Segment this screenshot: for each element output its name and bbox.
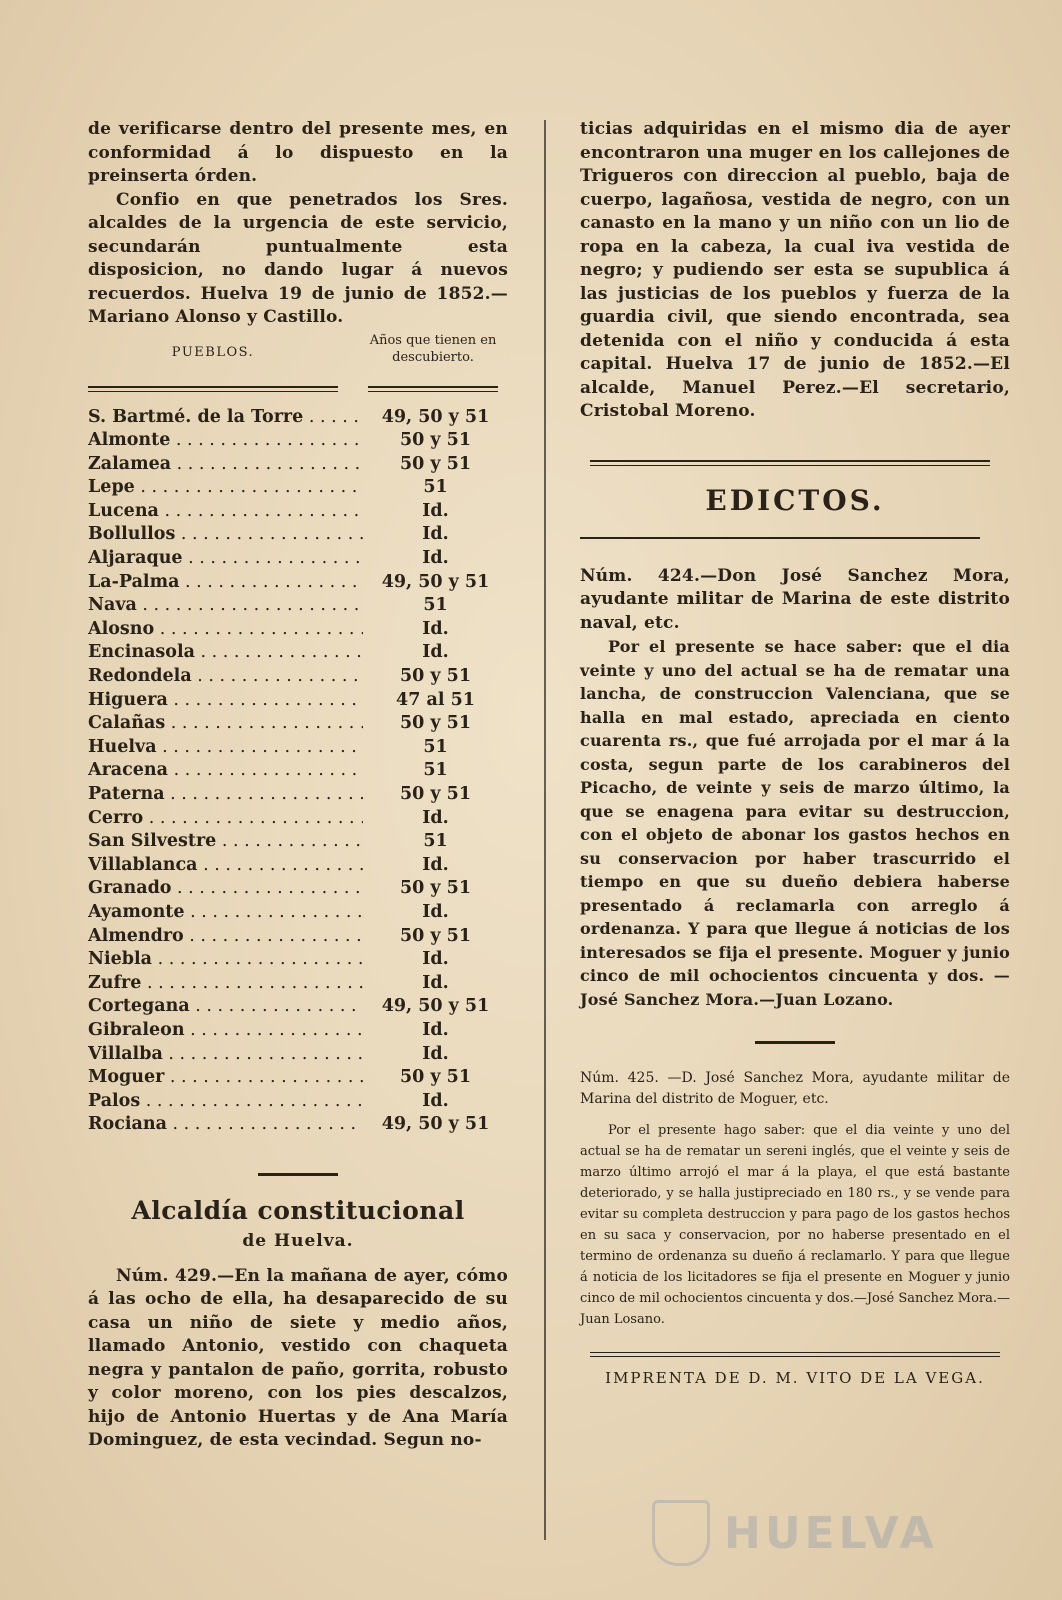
num429-label: Núm. 429. — [116, 1265, 218, 1286]
pueblo-name: Almonte . . . — [88, 429, 363, 453]
num424-label: Núm. 424. — [580, 565, 701, 586]
pueblo-name: Calañas . . . — [88, 712, 363, 736]
table-row — [88, 1043, 508, 1067]
pueblo-years: 49, 50 y 51 — [381, 996, 490, 1017]
pueblo-name: Palos . . . — [88, 1090, 363, 1114]
left-column — [88, 118, 508, 1453]
pueblos-table — [88, 406, 508, 1137]
pueblo-years: Id. — [422, 972, 449, 993]
pueblo-years: Id. — [422, 548, 449, 569]
pueblo-name: S. Bartmé. de la Torre . . . — [88, 406, 363, 430]
pueblo-name: Encinasola . . . — [88, 641, 363, 665]
pueblo-years: 47 al 51 — [396, 689, 475, 710]
pueblo-years: Id. — [422, 642, 449, 663]
table-row — [88, 995, 508, 1019]
pueblo-years: 50 y 51 — [399, 713, 472, 734]
table-row — [88, 641, 508, 665]
pueblo-name: Almendro . . . — [88, 925, 363, 949]
pueblo-name: Cortegana . . . — [88, 995, 363, 1019]
divider — [88, 386, 338, 392]
intro-paragraph: de verificarse dentro del presente mes, en conformidad á lo dispuesto en la preinserta órden. — [88, 119, 508, 186]
table-row — [88, 1113, 508, 1137]
table-header — [88, 332, 508, 366]
pueblo-name: Niebla . . . — [88, 948, 363, 972]
pueblo-years: 51 — [423, 736, 448, 757]
table-row — [88, 972, 508, 996]
table-row — [88, 1090, 508, 1114]
watermark-text: HUELVA — [724, 1507, 938, 1559]
table-row — [88, 476, 508, 500]
pueblo-name: Higuera . . . — [88, 689, 363, 713]
pueblo-years: 50 y 51 — [399, 666, 472, 687]
pueblo-name: Redondela . . . — [88, 665, 363, 689]
table-row — [88, 547, 508, 571]
pueblo-name: Rociana . . . — [88, 1113, 363, 1137]
table-row — [88, 594, 508, 618]
confio-paragraph: Confio en que penetrados los Sres. alcaldes de la urgencia de este servicio, secundarán puntualmente esta disposicion, no dando lugar á nuevos recuerdos. Huelva 19 de junio de 1852.—Mariano Alonso y Castillo. — [88, 189, 508, 327]
pueblo-years: Id. — [422, 807, 449, 828]
table-row — [88, 807, 508, 831]
pueblo-name: Lucena . . . — [88, 500, 363, 524]
pueblo-years: Id. — [422, 854, 449, 875]
num425-paragraph: Por el presente hago saber: que el dia veinte y uno del actual se ha de rematar un sereni inglés, que el veinte y seis de marzo último arrojó el mar á la playa, el que está bastante deteriorado, y se halla justipreciado en 180 rs., y se vende para evitar su completa destruccion y para pago de los gastos hechos en su saca y conservacion, por no haberse presentado en el termino de ordenanza su dueño á reclamarlo. Y para que llegue á noticia de los licitadores se fija el presente en Moguer y junio cinco de mil ochocientos cincuenta y dos.—José Sanchez Mora.—Juan Losano. — [580, 1123, 1010, 1327]
pueblo-years: 51 — [423, 477, 448, 498]
table-row — [88, 783, 508, 807]
pueblo-years: Id. — [422, 949, 449, 970]
pueblo-years: 50 y 51 — [399, 925, 472, 946]
pueblo-name: Paterna . . . — [88, 783, 363, 807]
table-row — [88, 759, 508, 783]
pueblo-years: 51 — [423, 760, 448, 781]
edictos-title: EDICTOS. — [705, 483, 885, 517]
table-row — [88, 1019, 508, 1043]
alcaldia-title: Alcaldía constitucional — [131, 1195, 465, 1225]
continuation-paragraph: ticias adquiridas en el mismo dia de ayer encontraron una muger en los callejones de Trigueros con direccion al pueblo, baja de cuerpo, lagañosa, vestida de negro, con un canasto en la mano y un niño con un lio de ropa en la cabeza, la cual iva vestida de negro; y pudiendo ser esta se supublica á las justicias de los pueblos y fuerza de la guardia civil, que siendo encontrada, sea detenida con el niño y conducida á esta capital. Huelva 17 de junio de 1852.—El alcalde, Manuel Perez.—El secretario, Cristobal Moreno. — [580, 119, 1010, 421]
pueblo-name: San Silvestre . . . — [88, 830, 363, 854]
table-row — [88, 453, 508, 477]
pueblo-name: Bollullos . . . — [88, 523, 363, 547]
num429-text: —En la mañana de ayer, cómo á las ocho de ella, ha desaparecido de su casa un niño de siete y medio años, llamado Antonio, vestido con chaqueta negra y pantalon de paño, gorrita, robusto y color moreno, con los pies descalzos, hijo de Antonio Huertas y de Ana María Dominguez, de esta vecindad. Segun no- — [88, 1265, 508, 1451]
pueblo-years: 51 — [423, 831, 448, 852]
pueblo-name: La-Palma . . . — [88, 571, 363, 595]
pueblo-name: Huelva . . . — [88, 736, 363, 760]
pueblo-years: 51 — [423, 595, 448, 616]
table-row — [88, 948, 508, 972]
pueblo-years: Id. — [422, 500, 449, 521]
pueblo-name: Nava . . . — [88, 594, 363, 618]
divider — [368, 386, 498, 392]
num424-paragraph: Por el presente se hace saber: que el dia veinte y uno del actual se ha de rematar una lancha, de construccion Valenciana, que se halla en mal estado, apreciada en ciento cuarenta rs., que fué arrojada por el mar á la costa, segun parte de los carabineros del Picacho, de veinte y seis de marzo último, la que se enagena para evitar su destruccion, con el objeto de abonar los gastos hechos en su conservacion por haber trascurrido el tiempo en que su dueño debiera haberse presentado á reclamarla con arreglo á ordenanza. Y para que llegue á noticias de los interesados se fija el presente. Moguer y junio cinco de mil ochocientos cincuenta y dos. —José Sanchez Mora.—Juan Lozano. — [580, 637, 1010, 1009]
table-row — [88, 429, 508, 453]
pueblo-name: Zufre . . . — [88, 972, 363, 996]
pueblo-name: Alosno . . . — [88, 618, 363, 642]
table-row — [88, 500, 508, 524]
header-pueblos: PUEBLOS. — [171, 344, 255, 360]
divider — [755, 1041, 835, 1044]
table-row — [88, 854, 508, 878]
pueblo-years: 50 y 51 — [399, 453, 472, 474]
num424-head-text: —Don José Sanchez Mora, ayudante militar de Marina de este distrito naval, etc. — [580, 565, 1010, 633]
table-row — [88, 830, 508, 854]
pueblo-name: Villalba . . . — [88, 1043, 363, 1067]
table-row — [88, 689, 508, 713]
column-divider — [544, 120, 546, 1540]
table-row — [88, 712, 508, 736]
imprenta-footer: IMPRENTA DE D. M. VITO DE LA VEGA. — [605, 1369, 985, 1387]
pueblo-years: Id. — [422, 1019, 449, 1040]
pueblo-years: 50 y 51 — [399, 1067, 472, 1088]
shield-icon — [652, 1500, 710, 1566]
pueblo-years: 50 y 51 — [399, 784, 472, 804]
library-watermark — [652, 1498, 952, 1568]
pueblo-years: 49, 50 y 51 — [381, 571, 490, 592]
table-row — [88, 571, 508, 595]
pueblo-name: Gibraleon . . . — [88, 1019, 363, 1043]
pueblo-years: Id. — [422, 618, 449, 639]
pueblo-name: Villablanca . . . — [88, 854, 363, 878]
num425-head: Núm. 425. —D. José Sanchez Mora, ayudante militar de Marina del distrito de Moguer, etc. — [580, 1070, 1010, 1107]
num429-paragraph — [88, 1265, 508, 1453]
table-row — [88, 1066, 508, 1090]
table-row — [88, 618, 508, 642]
divider — [590, 1352, 1000, 1357]
divider — [580, 537, 980, 539]
divider — [258, 1173, 338, 1176]
pueblo-name: Lepe . . . — [88, 476, 363, 500]
pueblo-years: 49, 50 y 51 — [381, 406, 490, 427]
pueblo-years: Id. — [422, 524, 449, 545]
table-row — [88, 925, 508, 949]
pueblo-name: Cerro . . . — [88, 807, 363, 831]
table-row — [88, 877, 508, 901]
pueblo-name: Zalamea . . . — [88, 453, 363, 477]
header-anos: Años que tienen en descubierto. — [369, 332, 497, 365]
pueblo-years: 50 y 51 — [399, 878, 472, 899]
num424-head — [580, 565, 1010, 636]
pueblo-name: Aracena . . . — [88, 759, 363, 783]
pueblo-years: Id. — [422, 1043, 449, 1064]
alcaldia-subtitle: de Huelva. — [242, 1230, 354, 1251]
pueblo-name: Moguer . . . — [88, 1066, 363, 1090]
pueblo-years: 50 y 51 — [399, 430, 472, 451]
pueblo-name: Aljaraque . . . — [88, 547, 363, 571]
pueblo-years: 49, 50 y 51 — [381, 1114, 490, 1135]
divider — [590, 460, 990, 466]
pueblo-name: Granado . . . — [88, 877, 363, 901]
table-row — [88, 736, 508, 760]
table-row — [88, 901, 508, 925]
pueblo-name: Ayamonte . . . — [88, 901, 363, 925]
pueblo-years: Id. — [422, 901, 449, 922]
table-row — [88, 665, 508, 689]
right-column — [580, 118, 1010, 1387]
table-row — [88, 523, 508, 547]
pueblo-years: Id. — [422, 1090, 449, 1111]
table-row — [88, 406, 508, 430]
table-header-rules — [88, 386, 508, 392]
